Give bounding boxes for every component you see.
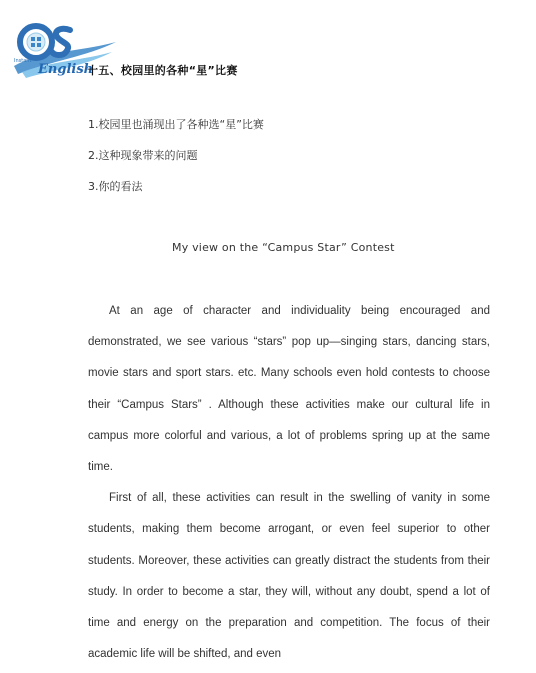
logo-word: English (38, 62, 94, 77)
outline-item: 2.这种现象带来的问题 (88, 149, 198, 162)
essay-paragraph: First of all, these activities can result in the swelling of vanity in some students, making them become arrogant, or even feel superior to other students. Moreover, these activities can greatly distract the students from their study. In order to become a star, they will, without any doubt, spend a lot of time and energy on the preparation and competition. The focus of their academic life will be shifted, and even (88, 492, 490, 661)
logo-small-word: Instant (14, 58, 32, 64)
outline-item: 3.你的看法 (88, 180, 143, 193)
outline-list (88, 117, 264, 210)
outline-item: 1.校园里也涌现出了各种选“星”比赛 (88, 118, 264, 131)
document-title: 十五、校园里的各种“星”比赛 (87, 64, 238, 77)
essay-title: My view on the “Campus Star” Contest (172, 241, 395, 254)
essay-paragraph: At an age of character and individuality being encouraged and demonstrated, we see various “stars” pop up—singing stars, dancing stars, movie stars and sport stars. etc. Many schools even hold contests to choose their “Campus Stars” . Although these activities make our cultural life in campus more colorful and various, a lot of problems spring up at the same time. (88, 305, 490, 474)
essay-body (88, 296, 490, 670)
